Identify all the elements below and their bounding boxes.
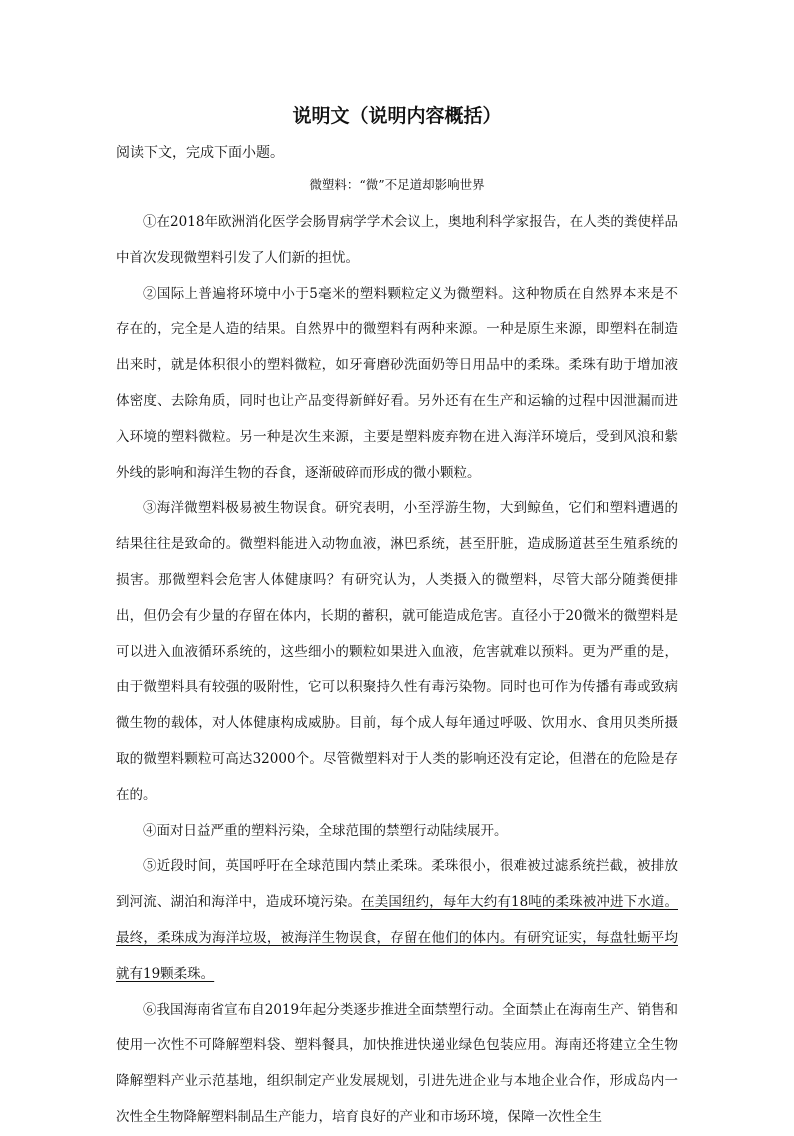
paragraph-1-text: ①在2018年欧洲消化医学会肠胃病学学术会议上，奥地利科学家报告，在人类的粪使样品中首次发现微塑料引发了人们新的担忧。 <box>116 214 678 266</box>
paragraph-2-text: ②国际上普遍将环境中小于5毫米的塑料颗粒定义为微塑料。这种物质在自然界本来是不存在的，完全是人造的结果。自然界中的微塑料有两种来源。一种是原生来源，即塑料在制造出来时，就是体积很小的塑料微粒，如牙膏磨砂洗面奶等日用品中的柔珠。柔珠有助于增加液体密度、去除角质，同时也让产品变得新鲜好看。另外还有在生产和运输的过程中因泄漏而进入环境的塑料微粒。另一种是次生来源，主要是塑料废弃物在进入海洋环境后，受到风浪和紫外线的影响和海洋生物的吞食，逐渐破碎而形成的微小颗粒。 <box>116 285 678 481</box>
article-title: 微塑料：“微”不足道却影响世界 <box>309 177 485 192</box>
page-title: 说明文（说明内容概括） <box>292 105 502 127</box>
instruction-text: 阅读下文，完成下面小题。 <box>116 145 284 161</box>
paragraph-4-text: ④面对日益严重的塑料污染，全球范围的禁塑行动陆续展开。 <box>143 822 508 839</box>
paragraph-3-text: ③海洋微塑料极易被生物误食。研究表明，小至浮游生物，大到鲸鱼，它们和塑料遭遇的结果往往是致命的。微塑料能进入动物血液，淋巴系统，甚至肝脏，造成肠道甚至生殖系统的损害。那微塑料会危害人体健康吗？有研究认为，人类摄入的微塑料，尽管大部分随粪便排出，但仍会有少量的存留在体内，长期的蓄积，就可能造成危害。直径小于20微米的微塑料是可以进入血液循环系统的，这些细小的颗粒如果进入血液，危害就难以预料。更为严重的是，由于微塑料具有较强的吸附性，它可以积聚持久性有毒污染物。同时也可作为传播有毒或致病微生物的载体，对人体健康构成威胁。目前，每个成人每年通过呼吸、饮用水、食用贝类所摄取的微塑料颗粒可高达32000个。尽管微塑料对于人类的影响还没有定论，但潜在的危险是存在的。 <box>116 500 678 803</box>
paragraph-1 <box>116 205 678 277</box>
paragraph-5-underlined-text: 在美国纽约，每年大约有18吨的柔珠被冲进下水道。最终，柔珠成为海洋垃圾，被海洋生物误食，存留在他们的体内。有研究证实，每盘牡蛎平均就有19颗柔珠。 <box>116 894 678 982</box>
paragraph-4 <box>116 814 678 850</box>
paragraph-5 <box>116 849 678 992</box>
article-body <box>116 205 678 1136</box>
paragraph-6 <box>116 993 678 1136</box>
paragraph-2 <box>116 277 678 492</box>
paragraph-6-text: ⑥我国海南省宣布自2019年起分类逐步推进全面禁塑行动。全面禁止在海南生产、销售和使用一次性不可降解塑料袋、塑料餐具，加快推进快递业绿色包装应用。海南还将建立全生物降解塑料产业示范基地，组织制定产业发展规划，引进先进企业与本地企业合作，形成岛内一次性全生物降解塑料制品生产能力，培育良好的产业和市场环境，保障一次性全生 <box>116 1001 678 1125</box>
paragraph-5-text: ⑤近段时间，英国呼吁在全球范围内禁止柔珠。柔珠很小，很难被过滤系统拦截，被排放到河流、湖泊和海洋中，造成环境污染。 <box>116 858 678 911</box>
paragraph-3 <box>116 491 678 813</box>
